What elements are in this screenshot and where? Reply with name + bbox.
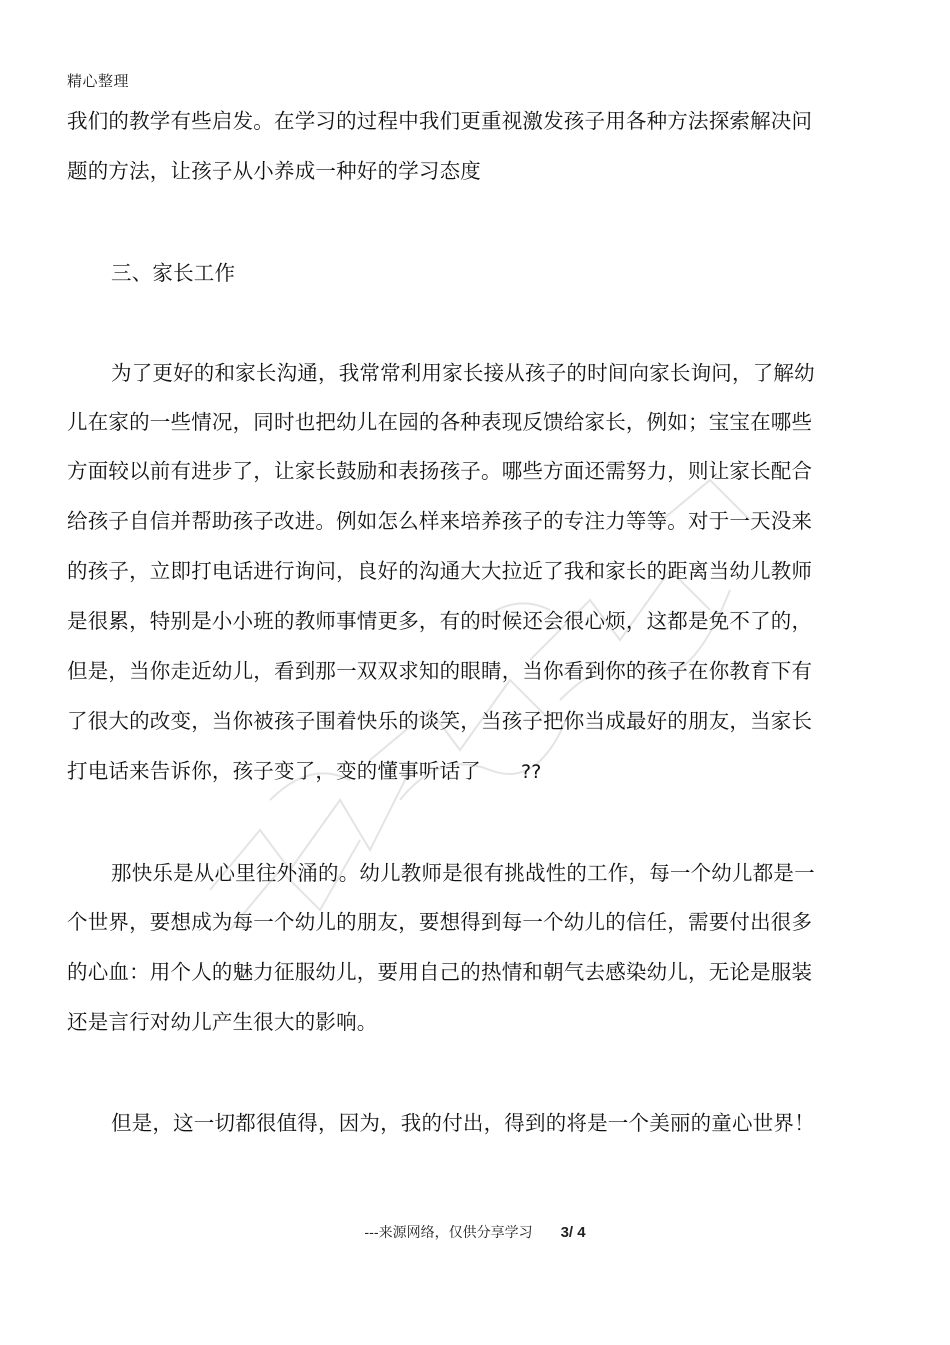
text-line: 方面较以前有进步了，让家长鼓励和表扬孩子。哪些方面还需努力，则让家长配合 [67,459,813,483]
text-line: 但是，这一切都很值得，因为，我的付出，得到的将是一个美丽的童心世界！ [111,1111,815,1135]
text-line: 给孩子自信并帮助孩子改进。例如怎么样来培养孩子的专注力等等。对于一天没来 [67,509,813,533]
trailing-marks: ?? [521,761,542,783]
text-line: 我们的教学有些启发。在学习的过程中我们更重视激发孩子用各种方法探索解决问 [67,109,813,133]
text-line: 是很累，特别是小小班的教师事情更多，有的时候还会很心烦，这都是免不了的， [67,609,813,633]
text-line: 那快乐是从心里往外涌的。幼儿教师是很有挑战性的工作，每一个幼儿都是一 [111,861,815,885]
page-number: 3/ 4 [560,1224,586,1241]
text-line: 的孩子，立即打电话进行询问，良好的沟通大大拉近了我和家长的距离当幼儿教师 [67,559,813,583]
text-line: 的心血：用个人的魅力征服幼儿，要用自己的热情和朝气去感染幼儿，无论是服装 [67,960,813,984]
text-line: 但是，当你走近幼儿，看到那一双双求知的眼睛，当你看到你的孩子在你教育下有 [67,659,813,683]
text-line: 为了更好的和家长沟通，我常常利用家长接从孩子的时间向家长询问，了解幼 [111,361,815,385]
text-span: 打电话来告诉你，孩子变了，变的懂事听话了 [67,759,481,783]
text-line: 题的方法，让孩子从小养成一种好的学习态度 [67,159,481,183]
page-footer [0,1222,950,1242]
text-line: 了很大的改变，当你被孩子围着快乐的谈笑，当孩子把你当成最好的朋友，当家长 [67,709,813,733]
text-line [67,754,897,784]
section-heading: 三、家长工作 [111,261,236,285]
text-line: 个世界，要想成为每一个幼儿的朋友，要想得到每一个幼儿的信任，需要付出很多 [67,910,813,934]
text-line: 还是言行对幼儿产生很大的影响。 [67,1010,378,1034]
page-header-label: 精心整理 [67,72,130,90]
text-line: 儿在家的一些情况，同时也把幼儿在园的各种表现反馈给家长，例如；宝宝在哪些 [67,410,813,434]
footer-source: ---来源网络，仅供分享学习 [364,1225,533,1241]
